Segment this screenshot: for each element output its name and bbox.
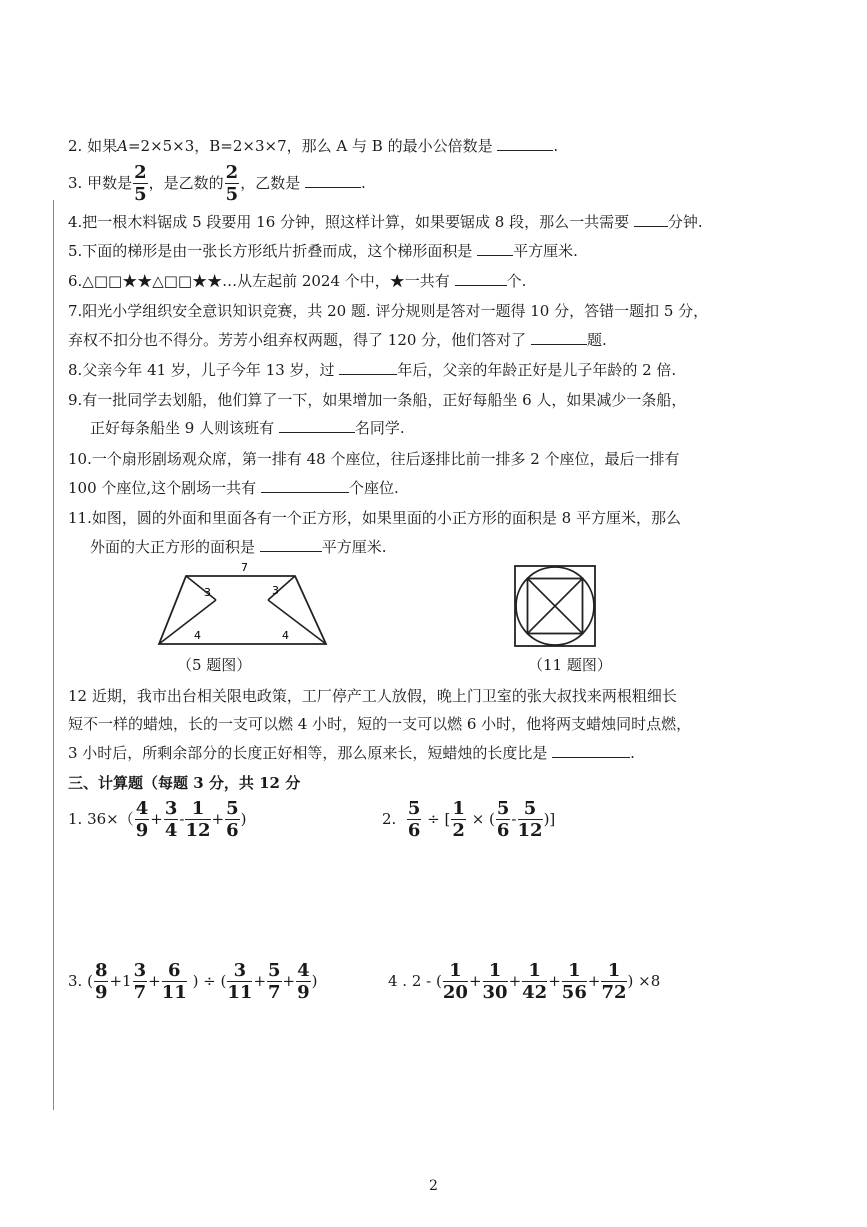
numerator: 1 — [601, 962, 626, 982]
fraction — [227, 962, 252, 1002]
question-9-line-1 — [68, 390, 686, 410]
question-12-line-2 — [68, 714, 691, 734]
question-3-text-3: ，乙数是 — [240, 174, 301, 192]
denominator: 11 — [161, 982, 187, 1003]
question-8 — [68, 360, 676, 380]
denominator: 56 — [561, 982, 587, 1003]
question-4-end: 分钟. — [667, 213, 703, 231]
numerator: 5 — [407, 798, 421, 819]
answer-blank[interactable] — [279, 418, 355, 433]
denominator: 5 — [225, 184, 239, 205]
numerator: 1 — [452, 798, 465, 819]
operator: × ( — [471, 810, 495, 828]
calc-2-label: 2. — [382, 810, 397, 828]
question-6-end: 个. — [506, 272, 527, 290]
question-5 — [68, 241, 578, 261]
calc-4-label: 4 . 2 - — [388, 972, 432, 990]
fraction — [225, 800, 240, 840]
label-left-side: 3 — [204, 586, 211, 599]
fraction — [451, 800, 466, 840]
fraction — [296, 962, 311, 1002]
calc-problem-3 — [68, 962, 318, 1002]
question-3 — [68, 164, 366, 204]
denominator: 6 — [496, 820, 510, 841]
numerator: 4 — [297, 960, 310, 981]
numerator: 4 — [135, 798, 149, 819]
question-3-end: . — [360, 174, 366, 192]
question-7-end: 题. — [586, 331, 607, 349]
numerator: 5 — [518, 800, 543, 820]
question-12-end: . — [630, 744, 635, 762]
fraction — [185, 800, 210, 840]
question-7-text-1: 7.阳光小学组织安全意识知识竞赛，共 20 题. 评分规则是答对一题得 10 分，答错一题扣 5 分， — [68, 302, 709, 320]
trapezoid-outline — [159, 576, 326, 644]
fraction — [164, 800, 179, 840]
fraction — [483, 962, 508, 1002]
question-7-line-1 — [68, 301, 708, 321]
answer-blank[interactable] — [552, 743, 630, 758]
fraction — [518, 800, 543, 840]
question-7-line-2 — [68, 330, 607, 350]
question-5-end: 平方厘米. — [513, 242, 578, 260]
question-9-line-2 — [90, 418, 405, 438]
answer-blank[interactable] — [531, 330, 587, 345]
numerator: 3 — [227, 962, 252, 982]
denominator: 2 — [452, 820, 465, 841]
question-10-text-2: 100 个座位,这个剧场一共有 — [68, 479, 257, 497]
question-6 — [68, 271, 526, 291]
label-right-side: 3 — [272, 584, 279, 597]
numerator: 1 — [483, 962, 508, 982]
answer-blank[interactable] — [305, 173, 361, 188]
operator: - — [179, 810, 185, 828]
question-12-text-3: 3 小时后，所剩余部分的长度正好相等，那么原来长，短蜡烛的长度比是 — [68, 744, 548, 762]
question-12-line-3 — [68, 743, 635, 763]
numerator: 5 — [268, 960, 281, 981]
answer-blank[interactable] — [634, 212, 668, 227]
fraction — [133, 164, 148, 204]
denominator: 72 — [601, 982, 627, 1003]
answer-blank[interactable] — [455, 271, 507, 286]
paren: ( — [87, 972, 93, 990]
operator: - — [511, 810, 517, 828]
question-2-prefix: 如果 — [87, 137, 118, 155]
fraction — [225, 164, 240, 204]
question-11-text-1: 11.如图，圆的外面和里面各有一个正方形，如果里面的小正方形的面积是 8 平方厘米，那么 — [68, 509, 681, 527]
label-right-bottom: 4 — [282, 629, 289, 642]
fraction — [133, 962, 148, 1002]
question-3-text-1: 甲数是 — [87, 174, 133, 192]
fraction — [135, 800, 150, 840]
numerator: 2 — [134, 162, 147, 183]
question-5-text: 5.下面的梯形是由一张长方形纸片折叠而成，这个梯形面积是 — [68, 242, 473, 260]
question-2-end: . — [553, 137, 559, 155]
question-8-text: 8.父亲今年 41 岁，儿子今年 13 岁，过 — [68, 361, 335, 379]
binding-margin-line — [53, 200, 54, 1110]
denominator: 12 — [517, 820, 543, 841]
calc-problem-4 — [388, 962, 660, 1002]
fraction — [407, 800, 422, 840]
operator: + — [587, 972, 601, 990]
denominator: 7 — [268, 982, 281, 1003]
operator: + — [548, 972, 561, 990]
operator: + — [468, 972, 482, 990]
fraction — [601, 962, 626, 1002]
fold-line — [268, 600, 326, 644]
question-9-end: 名同学. — [354, 419, 405, 437]
numerator: 1 — [562, 962, 587, 982]
question-4 — [68, 212, 703, 232]
operator: + — [253, 972, 267, 990]
calc-problem-2 — [382, 800, 555, 840]
numerator: 6 — [162, 962, 187, 982]
question-2-var: A — [117, 137, 128, 155]
numerator: 1 — [185, 800, 210, 820]
label-left-bottom: 4 — [194, 629, 201, 642]
denominator: 11 — [227, 982, 253, 1003]
operator: +1 — [109, 972, 132, 990]
circle-square-figure — [512, 562, 598, 650]
numerator: 2 — [225, 162, 239, 183]
question-10-line-1 — [68, 449, 680, 469]
fraction — [267, 962, 282, 1002]
denominator: 9 — [135, 820, 149, 841]
question-2 — [68, 136, 558, 156]
operator: + — [508, 972, 522, 990]
question-3-text-2: ，是乙数的 — [148, 174, 224, 192]
denominator: 6 — [407, 820, 421, 841]
numerator: 5 — [496, 798, 510, 819]
operator: ÷ [ — [427, 810, 451, 828]
fraction — [162, 962, 187, 1002]
numerator: 1 — [522, 962, 547, 982]
question-2-number: 2. — [68, 137, 83, 155]
answer-blank[interactable] — [260, 537, 322, 552]
calc-1-label: 1. — [68, 810, 83, 828]
figure-11-caption: （11 题图） — [528, 656, 612, 674]
answer-blank[interactable] — [261, 478, 349, 493]
numerator: 3 — [133, 960, 147, 981]
answer-blank[interactable] — [477, 241, 513, 256]
label-top: 7 — [241, 561, 248, 574]
fraction — [522, 962, 547, 1002]
calc-3-suffix: ) — [311, 972, 318, 990]
question-12-text-2: 短不一样的蜡烛，长的一支可以燃 4 小时，短的一支可以燃 6 小时，他将两支蜡烛同时点燃， — [68, 715, 692, 733]
answer-blank[interactable] — [339, 360, 397, 375]
denominator: 30 — [482, 982, 508, 1003]
question-4-text: 4.把一根木料锯成 5 段要用 16 分钟，照这样计算，如果要锯成 8 段，那么一共需要 — [68, 213, 630, 231]
operator: + — [150, 810, 163, 828]
question-9-text-1: 9.有一批同学去划船，他们算了一下，如果增加一条船，正好每船坐 6 人，如果减少一条船， — [68, 391, 687, 409]
numerator: 5 — [226, 798, 239, 819]
question-12-line-1 — [68, 686, 677, 706]
page-number: 2 — [429, 1178, 438, 1194]
question-12-text-1: 12 近期，我市出台相关限电政策，工厂停产工人放假，晚上门卫室的张大叔找来两根粗细长 — [68, 687, 677, 705]
paren: ( — [436, 972, 442, 990]
fold-line — [186, 576, 216, 600]
figure-5-caption: （5 题图） — [177, 656, 252, 674]
numerator: 1 — [443, 962, 468, 982]
question-10-line-2 — [68, 478, 399, 498]
operator: + — [282, 972, 296, 990]
question-8-end: 年后，父亲的年龄正好是儿子年龄的 2 倍. — [397, 361, 677, 379]
denominator: 9 — [94, 982, 108, 1003]
fraction — [94, 962, 109, 1002]
operator: + — [148, 972, 161, 990]
question-10-end: 个座位. — [348, 479, 399, 497]
denominator: 9 — [297, 982, 310, 1003]
denominator: 5 — [134, 184, 147, 205]
denominator: 20 — [442, 982, 468, 1003]
denominator: 42 — [522, 982, 548, 1003]
question-11-text-2: 外面的大正方形的面积是 — [90, 538, 256, 556]
question-11-line-2 — [90, 537, 387, 557]
answer-blank[interactable] — [497, 136, 553, 151]
denominator: 6 — [226, 820, 239, 841]
calc-problem-1 — [68, 800, 247, 840]
calc-4-suffix: ) ×8 — [627, 972, 661, 990]
numerator: 3 — [164, 798, 178, 819]
operator: ) ÷ ( — [192, 972, 227, 990]
calc-1-suffix: ) — [240, 810, 247, 828]
question-6-text: 6.△□□★★△□□★★…从左起前 2024 个中，★一共有 — [68, 272, 450, 290]
calc-3-label: 3. — [68, 972, 83, 990]
fraction — [562, 962, 587, 1002]
denominator: 7 — [133, 982, 147, 1003]
trapezoid-figure — [150, 560, 340, 652]
question-3-number: 3. — [68, 174, 83, 192]
section-title: 三、计算题（每题 3 分，共 12 分 — [68, 774, 301, 792]
question-11-end: 平方厘米. — [321, 538, 387, 556]
operator: + — [211, 810, 225, 828]
denominator: 12 — [185, 820, 211, 841]
calc-2-suffix: )] — [543, 810, 556, 828]
fraction — [443, 962, 468, 1002]
calc-1-prefix: 36×（ — [87, 810, 134, 828]
question-10-text-1: 10.一个扇形剧场观众席，第一排有 48 个座位，往后逐排比前一排多 2 个座位，最后一排有 — [68, 450, 680, 468]
question-7-text-2: 弃权不扣分也不得分。芳芳小组弃权两题，得了 120 分，他们答对了 — [68, 331, 527, 349]
fraction — [496, 800, 511, 840]
question-11-line-1 — [68, 508, 681, 528]
question-2-text: =2×5×3，B=2×3×7，那么 A 与 B 的最小公倍数是 — [127, 137, 493, 155]
numerator: 8 — [94, 960, 108, 981]
denominator: 4 — [164, 820, 178, 841]
question-9-text-2: 正好每条船坐 9 人则该班有 — [90, 419, 275, 437]
